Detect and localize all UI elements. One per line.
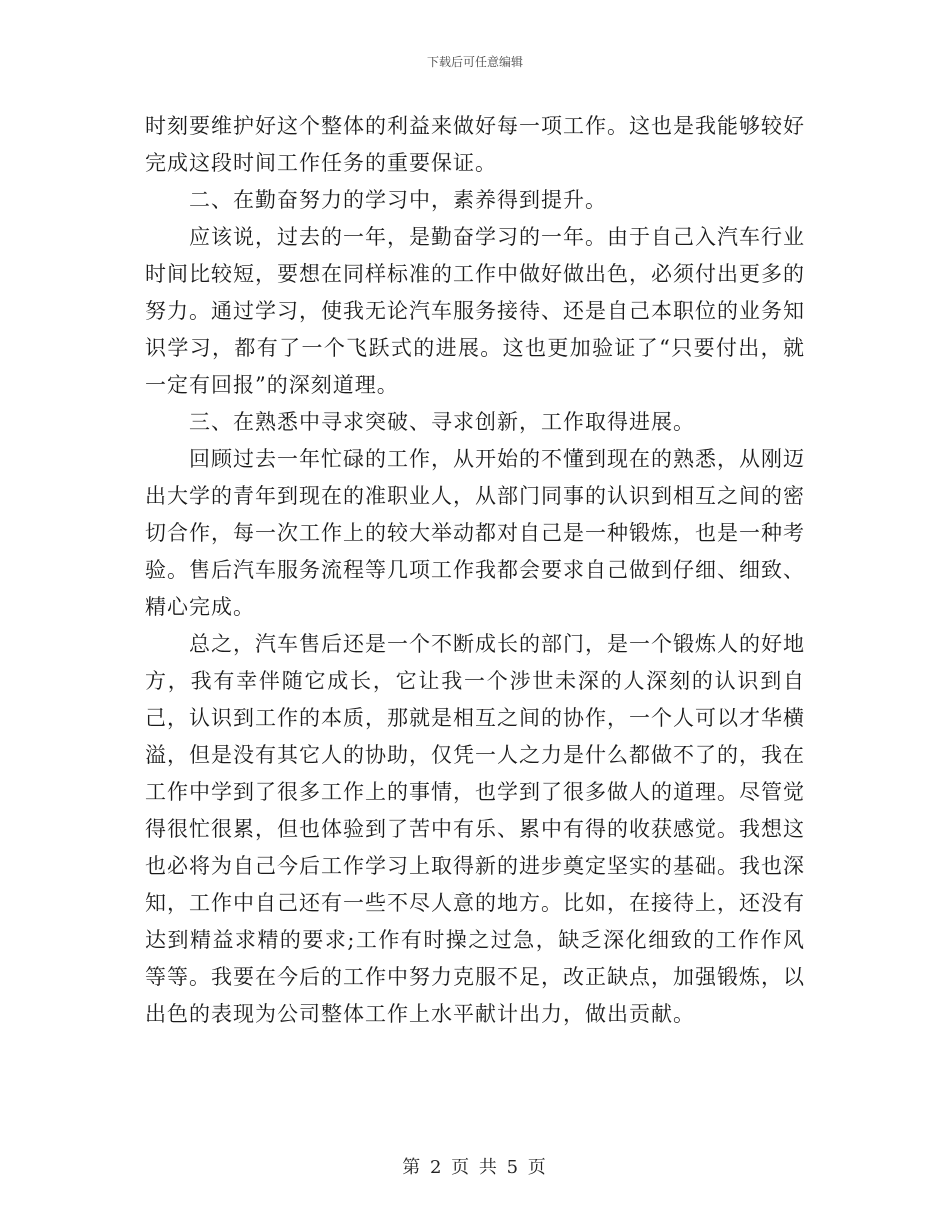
section-heading-three: 三、在熟悉中寻求突破、寻求创新，工作取得进展。 xyxy=(189,410,695,434)
paragraph-continuation: 时刻要维护好这个整体的利益来做好每一项工作。这也是我能够较好完成这段时间工作任务的重要保证。 xyxy=(145,114,805,175)
section-heading-two: 二、在勤奋努力的学习中，素养得到提升。 xyxy=(189,188,607,212)
paragraph-review: 回顾过去一年忙碌的工作，从开始的不懂到现在的熟悉，从刚迈出大学的青年到现在的准职业人，从部门同事的认识到相互之间的密切合作，每一次工作上的较大举动都对自己是一种锻炼，也是一种考验。售后汽车服务流程等几项工作我都会要求自己做到仔细、细致、精心完成。 xyxy=(145,447,805,619)
page-header-note: 下载后可任意编辑 xyxy=(426,55,523,69)
document-body xyxy=(145,108,805,1033)
page-number: 第 2 页 共 5 页 xyxy=(402,1157,548,1178)
paragraph-summary: 总之，汽车售后还是一个不断成长的部门，是一个锻炼人的好地方，我有幸伴随它成长，它让我一个涉世未深的人深刻的认识到自己，认识到工作的本质，那就是相互之间的协作，一个人可以才华横溢，但是没有其它人的协助，仅凭一人之力是什么都做不了的，我在工作中学到了很多工作上的事情，也学到了很多做人的道理。尽管觉得很忙很累，但也体验到了苦中有乐、累中有得的收获感觉。我想这也必将为自己今后工作学习上取得新的进步奠定坚实的基础。我也深知，工作中自己还有一些不尽人意的地方。比如，在接待上，还没有达到精益求精的要求;工作有时操之过急，缺乏深化细致的工作作风等等。我要在今后的工作中努力克服不足，改正缺点，加强锻炼，以出色的表现为公司整体工作上水平献计出力，做出贡献。 xyxy=(145,632,805,1026)
paragraph-study: 应该说，过去的一年，是勤奋学习的一年。由于自己入汽车行业时间比较短，要想在同样标准的工作中做好做出色，必须付出更多的努力。通过学习，使我无论汽车服务接待、还是自己本职位的业务知识学习，都有了一个飞跃式的进展。这也更加验证了“只要付出，就一定有回报”的深刻道理。 xyxy=(145,225,805,397)
